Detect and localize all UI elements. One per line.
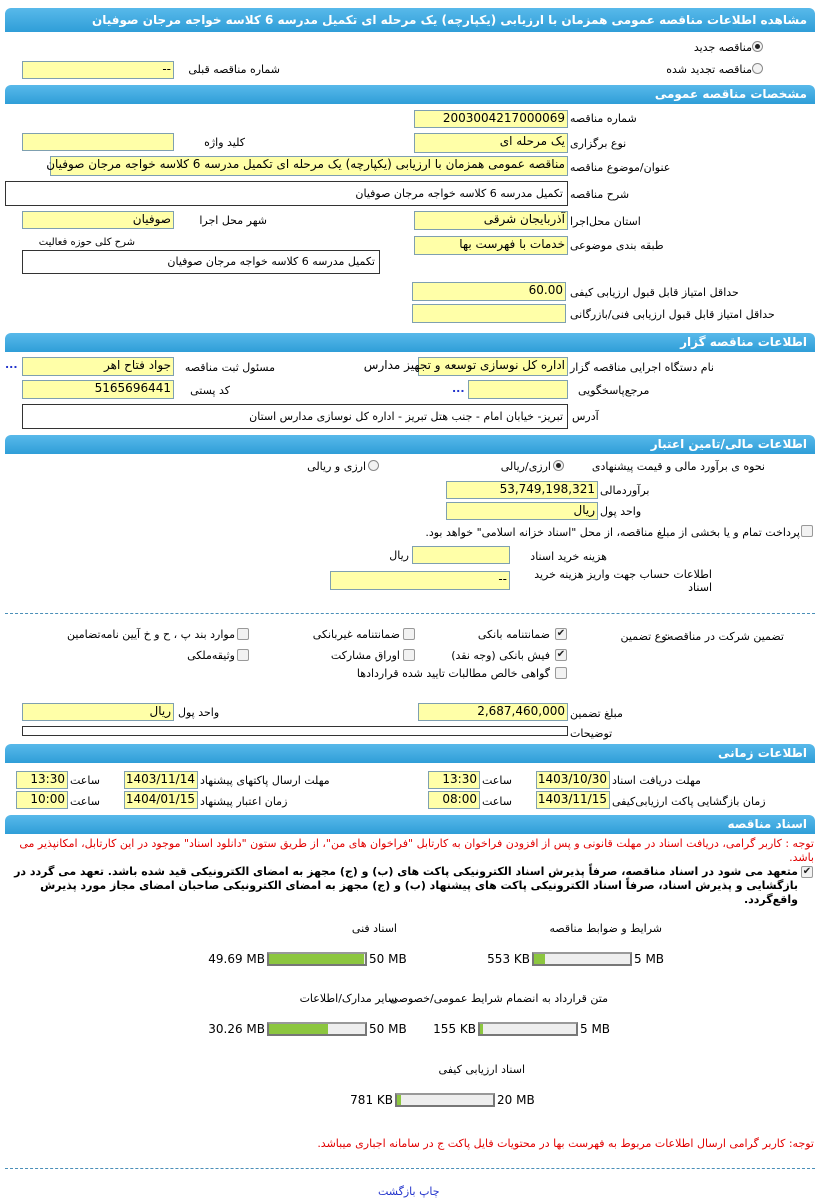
file-size-fill <box>269 954 364 964</box>
hour-label: ساعت <box>70 774 100 787</box>
checkbox-bank-guarantee[interactable]: ✔ <box>556 628 566 639</box>
file-used-size: 781 KB <box>350 1093 393 1107</box>
file-title: متن قرارداد به انضمام شرایط عمومی/خصوصی <box>389 992 608 1005</box>
file-max-size: 5 MB <box>634 952 665 966</box>
hour-label: ساعت <box>482 774 512 787</box>
option-label: وثیقه‌ملکی <box>187 649 235 662</box>
guarantee-currency-field[interactable]: ریال <box>22 703 174 721</box>
ref-field[interactable] <box>468 380 568 399</box>
page-title: مشاهده اطلاعات مناقصه عمومی همزمان با ارزیابی (یکپارچه) یک مرحله ای تکمیل مدرسه 6 کلاسه خواجه مرجان صوفیان <box>5 8 815 32</box>
option-label: اوراق مشارکت <box>330 649 400 662</box>
subject-label: عنوان/موضوع مناقصه <box>570 161 671 174</box>
method-label: نحوه ی برآورد مالی و قیمت پیشنهادی <box>591 460 765 473</box>
opening-time[interactable]: 08:00 <box>428 791 480 809</box>
submit-deadline-label: مهلت ارسال پاکتهای پیشنهاد <box>200 774 330 787</box>
opening-label: زمان بازگشایی پاکت ارزیابی‌کیفی <box>612 795 766 808</box>
radio-rial[interactable] <box>553 460 564 471</box>
org-field[interactable]: اداره کل نوسازی توسعه و تجهیز مدارس <box>418 357 568 376</box>
guarantee-label: تضمین شرکت در مناقصه: <box>664 630 784 643</box>
province-label: استان محل‌اجرا <box>570 215 641 228</box>
treasury-checkbox[interactable] <box>801 525 813 537</box>
account-field[interactable]: -- <box>330 571 510 590</box>
activity-field[interactable]: تکمیل مدرسه 6 کلاسه خواجه مرجان صوفیان <box>22 250 380 274</box>
number-label: شماره مناقصه <box>570 112 637 125</box>
option-label: گواهی خالص مطالبات تایید شده قراردادها <box>356 667 550 680</box>
commitment-text: متعهد می شود در اسناد مناقصه، صرفاً پذیرش اسناد الکترونیکی پاکت های (ب) و (ج) مجهز به امضای الکترونیکی قید شده باشد. تعهد می گردد در بازگشایی و پذیرش اسناد، صرفاً اسناد الکترونیکی پاکت های پیشنهاد (ب) و (ج) مجهز به امضای الکترونیکی صاحبان امضای مجاز مورد پذیرش واقع‌گردد. <box>14 865 798 906</box>
city-label: شهر محل اجرا <box>199 214 267 227</box>
file-size-fill <box>269 1024 328 1034</box>
min-quality-label: حداقل امتیاز قابل قبول ارزیابی کیفی <box>570 286 739 299</box>
checkbox-nonbank-guarantee[interactable] <box>403 628 415 640</box>
city-field[interactable]: صوفیان <box>22 211 174 229</box>
resp-label: مسئول ثبت مناقصه <box>184 361 275 374</box>
option-label: فیش بانکی (وجه نقد) <box>451 649 550 662</box>
file-size-bar <box>478 1022 578 1036</box>
file-size-fill <box>480 1024 483 1034</box>
keyword-field[interactable] <box>22 133 174 151</box>
account-label: اطلاعات حساب جهت واریز هزینه خرید اسناد <box>534 568 712 594</box>
min-tech-field[interactable] <box>412 304 566 323</box>
doc-deadline-time[interactable]: 13:30 <box>428 771 480 789</box>
org-label: نام دستگاه اجرایی مناقصه گزار <box>570 361 714 374</box>
radio-foreign-and-rial[interactable] <box>368 460 379 471</box>
estimate-label: برآوردمالی <box>600 484 650 497</box>
file-size-bar <box>267 952 367 966</box>
notes-field[interactable] <box>22 726 568 736</box>
guarantee-currency-label: واحد پول <box>178 706 220 719</box>
province-field[interactable]: آذربایجان شرقی <box>414 211 568 230</box>
hour-label: ساعت <box>482 795 512 808</box>
file-title: سایر مدارک/اطلاعات <box>299 992 397 1005</box>
tender-number-field[interactable]: 2003004217000069 <box>414 110 568 128</box>
divider <box>5 1168 815 1169</box>
radio-renewed-tender[interactable] <box>752 63 763 74</box>
ref-more-link[interactable]: ... <box>452 382 465 395</box>
postal-label: کد پستی <box>190 384 230 397</box>
file-title: اسناد فنی <box>351 922 397 935</box>
file-used-size: 155 KB <box>433 1022 476 1036</box>
divider <box>5 613 815 614</box>
type-field[interactable]: یک مرحله ای <box>414 133 568 153</box>
file-size-bar <box>395 1093 495 1107</box>
file-max-size: 50 MB <box>369 952 407 966</box>
documents-note: توجه : کاربر گرامی، دریافت اسناد در مهلت قانونی و پس از افزودن فراخوان به کارتابل "فراخوان های من"، از طریق ستون "دانلود اسناد" موجود در این کارتابل، امکانپذیر می باشد. <box>19 837 814 864</box>
print-back-link[interactable]: چاپ بازگشت <box>378 1185 440 1198</box>
guarantee-amount-field[interactable]: 2,687,460,000 <box>418 703 568 721</box>
foreign-rial-option-label: ارزی و ریالی <box>307 460 366 473</box>
checkbox-receivables-certificate[interactable] <box>555 667 567 679</box>
file-title: شرایط و ضوابط مناقصه <box>549 922 662 935</box>
file-used-size: 553 KB <box>487 952 530 966</box>
ref-label: مرجع‌پاسخگویی <box>578 384 650 397</box>
section-finance: اطلاعات مالی/تامین اعتبار <box>5 435 815 454</box>
doc-deadline-date[interactable]: 1403/10/30 <box>536 771 610 789</box>
file-max-size: 5 MB <box>580 1022 611 1036</box>
guarantee-amount-label: مبلغ تضمین <box>570 707 623 720</box>
resp-field[interactable]: جواد فتاح اهر <box>22 357 174 376</box>
submit-deadline-time[interactable]: 13:30 <box>16 771 68 789</box>
doc-fee-unit: ریال <box>389 549 409 562</box>
rial-option-label: ارزی/ریالی <box>500 460 551 473</box>
submit-deadline-date[interactable]: 1403/11/14 <box>124 771 198 789</box>
doc-deadline-label: مهلت دریافت اسناد <box>612 774 701 787</box>
validity-time[interactable]: 10:00 <box>16 791 68 809</box>
fin-currency-field[interactable]: ریال <box>446 502 598 520</box>
doc-fee-label: هزینه خرید اسناد <box>530 550 607 563</box>
validity-date[interactable]: 1404/01/15 <box>124 791 198 809</box>
checkbox-other-clauses[interactable] <box>237 628 249 640</box>
estimate-field[interactable]: 53,749,198,321 <box>446 481 598 499</box>
min-tech-label: حداقل امتیاز قابل قبول ارزیابی فنی/بازرگانی <box>570 308 775 321</box>
desc-field[interactable]: تکمیل مدرسه 6 کلاسه خواجه مرجان صوفیان <box>5 181 568 206</box>
section-general: مشخصات مناقصه عمومی <box>5 85 815 104</box>
notes-label: توضیحات <box>570 727 613 740</box>
address-field[interactable]: تبریز- خیابان امام - جنب هتل تبریز - اداره کل نوسازی مدارس استان <box>22 404 568 429</box>
category-field[interactable]: خدمات با فهرست بها <box>414 236 568 255</box>
file-size-fill <box>534 954 545 964</box>
checkbox-bank-receipt[interactable]: ✔ <box>556 649 566 660</box>
renewed-tender-label: مناقصه تجدید شده <box>666 63 752 76</box>
checkbox-participation-bonds[interactable] <box>403 649 415 661</box>
section-organizer: اطلاعات مناقصه گزار <box>5 333 815 352</box>
resp-more-link[interactable]: ... <box>5 358 18 371</box>
postal-field[interactable]: 5165696441 <box>22 380 174 399</box>
min-quality-field[interactable]: 60.00 <box>412 282 566 301</box>
opening-date[interactable]: 1403/11/15 <box>536 791 610 809</box>
option-label: موارد بند پ ، ح و خ آیین نامه‌تضامین <box>67 628 235 641</box>
file-max-size: 50 MB <box>369 1022 407 1036</box>
file-size-fill <box>397 1095 401 1105</box>
file-used-size: 49.69 MB <box>208 952 265 966</box>
hour-label: ساعت <box>70 795 100 808</box>
file-max-size: 20 MB <box>497 1093 535 1107</box>
option-label: ضمانتنامه بانکی <box>477 628 550 641</box>
keyword-label: کلید واژه <box>204 136 245 149</box>
file-used-size: 30.26 MB <box>208 1022 265 1036</box>
prev-number-label: شماره مناقصه قبلی <box>188 63 280 76</box>
treasury-label: پرداخت تمام و یا بخشی از مبلغ مناقصه، از محل "اسناد خزانه اسلامی" خواهد بود. <box>425 526 800 539</box>
activity-label: شرح کلی حوزه فعالیت <box>38 237 135 248</box>
footer-note: توجه: کاربر گرامی ارسال اطلاعات مربوط به فهرست بها در محتویات فایل پاکت ج در سامانه اجباری میباشد. <box>317 1137 814 1150</box>
guarantee-type-label: نوع تضمین <box>620 630 670 643</box>
file-size-bar <box>267 1022 367 1036</box>
category-label: طبقه بندی موضوعی <box>570 239 664 252</box>
section-timing: اطلاعات زمانی <box>5 744 815 763</box>
subject-field[interactable]: مناقصه عمومی همزمان با ارزیابی (یکپارچه) یک مرحله ای تکمیل مدرسه 6 کلاسه خواجه مرجان صوفیان <box>50 156 568 176</box>
new-tender-label: مناقصه جدید <box>693 41 752 54</box>
option-label: ضمانتنامه غیربانکی <box>312 628 400 641</box>
type-label: نوع برگزاری <box>570 137 627 150</box>
section-documents: اسناد مناقصه <box>5 815 815 834</box>
file-size-bar <box>532 952 632 966</box>
address-label: آدرس <box>572 410 599 423</box>
commitment-checkbox[interactable]: ✔ <box>802 866 812 877</box>
prev-number-field[interactable]: -- <box>22 61 174 79</box>
desc-label: شرح مناقصه <box>570 188 630 201</box>
checkbox-property-collateral[interactable] <box>237 649 249 661</box>
radio-new-tender[interactable] <box>752 41 763 52</box>
doc-fee-field[interactable] <box>412 546 510 564</box>
fin-currency-label: واحد پول <box>600 505 642 518</box>
file-title: اسناد ارزیابی کیفی <box>438 1063 525 1076</box>
validity-label: زمان اعتبار پیشنهاد <box>200 795 288 808</box>
